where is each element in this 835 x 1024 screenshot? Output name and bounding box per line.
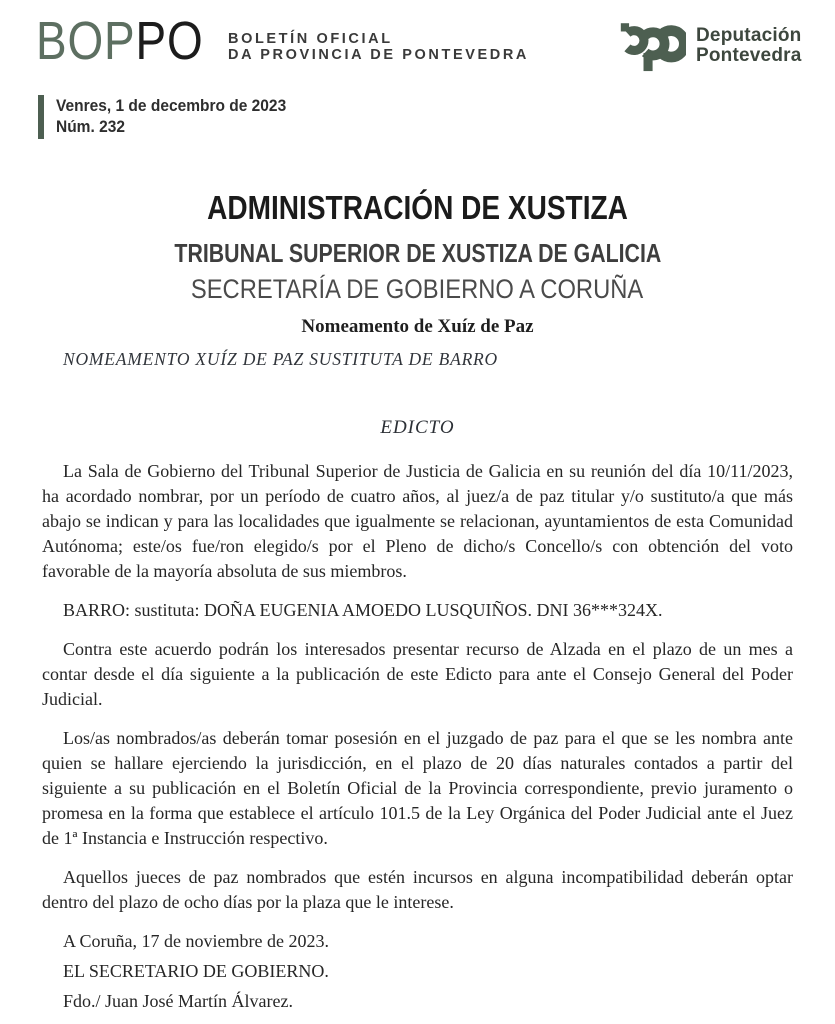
signoff-place-date: A Coruña, 17 de noviembre de 2023. [63,931,329,951]
issue-number: Núm. 232 [56,118,125,136]
subtitle-court: TRIBUNAL SUPERIOR DE XUSTIZA DE GALICIA [174,238,661,268]
bulletin-title-line1: BOLETÍN OFICIAL [228,31,393,47]
deputacion-name-line2: Pontevedra [696,45,802,66]
deputacion-name [696,26,801,66]
body-paragraph-appointment: La Sala de Gobierno del Tribunal Superior de Justicia de Galicia en su reunión del día 10/11/2023, ha acordado nombrar, por un período de cuatro años, al juez/a de paz titular y/o sustituto/a que más abajo se indican y para las localidades que igualmente se relacionan, ayuntamientos de esta Comunidad Autónoma; este/os fue/ron elegido/s por el Pleno de dicho/s Concello/s con obtención del voto favorable de la mayoría absoluta de sus miembros. [42,461,793,581]
bulletin-title [228,31,529,63]
bulletin-title-line2: DA PROVINCIA DE PONTEVEDRA [228,47,529,63]
issue-date: Venres, 1 de decembro de 2023 [56,97,287,115]
signoff-signature: Fdo./ Juan José Martín Álvarez. [63,991,293,1011]
boppo-logotype [36,10,204,72]
body-paragraph-possession: Los/as nombrados/as deberán tomar posesión en el juzgado de paz para el que se les nombra ante quien se hallare ejerciendo la jurisdicción, en el plazo de 20 días naturales contados a partir del siguiente a su publicación en el Boletín Oficial de la Provincia correspondiente, previo juramento o promesa en la forma que establece el artículo 101.5 de la Ley Orgánica del Poder Judicial ante el Juez de 1ª Instancia e Instrucción respectivo. [42,728,793,848]
document-body [0,190,835,1014]
body-paragraph-incompatibility: Aquellos jueces de paz nombrados que estén incursos en alguna incompatibilidad deberán optar dentro del plazo de ocho días por la plaza que le interese. [42,867,793,912]
edict-heading: EDICTO [380,417,455,438]
boppo-logotype-po: PO [135,11,204,71]
body-paragraph-barro: BARRO: sustituta: DOÑA EUGENIA AMOEDO LUSQUIÑOS. DNI 36***324X. [63,600,663,620]
issue-info [38,95,301,139]
signoff-role: EL SECRETARIO DE GOBIERNO. [63,961,329,981]
page-title: ADMINISTRACIÓN DE XUSTIZA [207,189,628,226]
body-paragraph-appeal: Contra este acuerdo podrán los interesados presentar recurso de Alzada en el plazo de un mes a contar desde el día siguiente a la publicación de este Edicto para ante el Consejo General del Poder Judicial. [42,639,793,709]
deputacion-logo [620,18,801,73]
deputacion-logo-icon [620,18,686,73]
subject-line: NOMEAMENTO XUÍZ DE PAZ SUSTITUTA DE BARRO [63,349,498,369]
masthead [0,0,835,145]
issue-accent-bar [38,95,44,139]
section-heading: Nomeamento de Xuíz de Paz [301,316,534,337]
subtitle-secretariat: SECRETARÍA DE GOBIERNO A CORUÑA [191,274,644,304]
deputacion-name-line1: Deputación [696,25,802,46]
boppo-logotype-bop: BOP [36,11,136,71]
issue-lines [56,95,301,139]
